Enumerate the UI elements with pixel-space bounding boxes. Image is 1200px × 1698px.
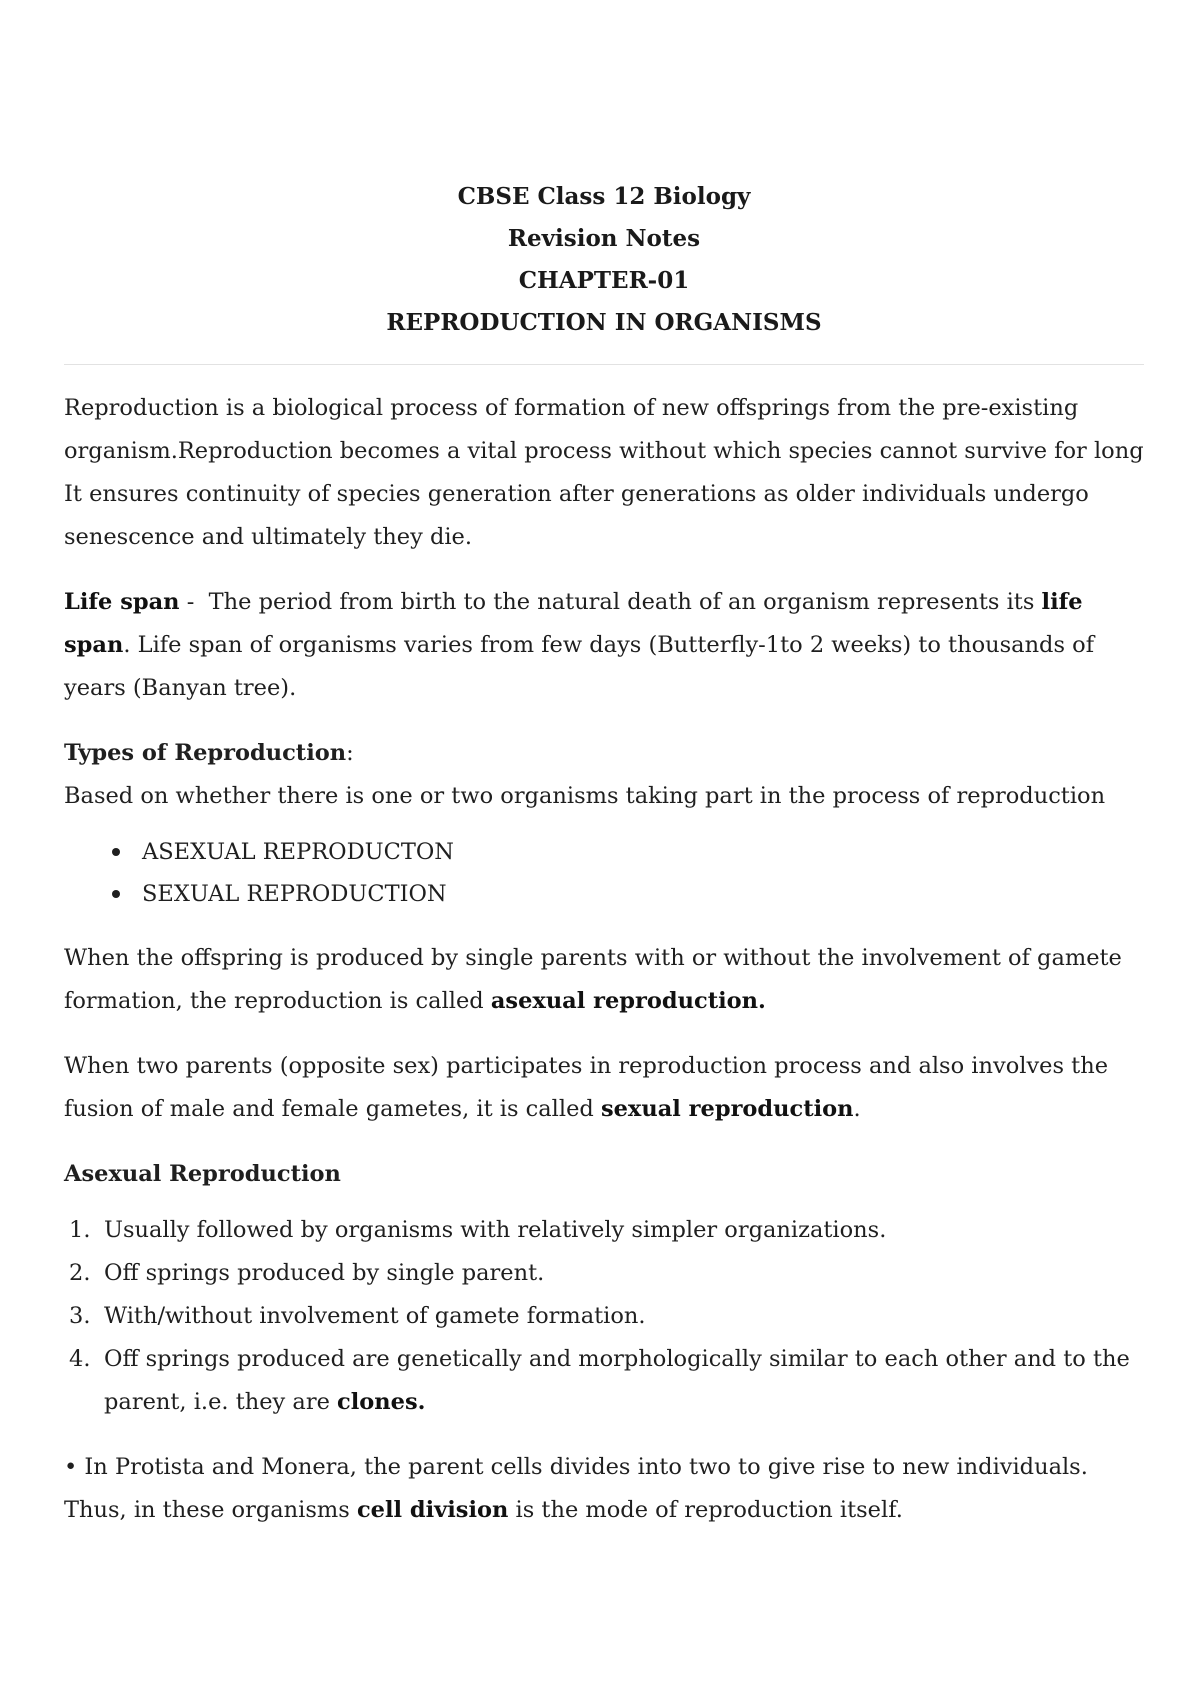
list-item bbox=[64, 1209, 1144, 1252]
list-item-text: Off springs produced are genetically and morphologically similar to each other and to the parent, i.e. they are bbox=[104, 1346, 1130, 1415]
asexual-definition bbox=[64, 937, 1144, 1023]
life-span-text-a: The period from birth to the natural death of an organism represents its bbox=[208, 589, 1042, 615]
list-item-number: 3. bbox=[69, 1303, 91, 1329]
list-item bbox=[64, 1295, 1144, 1338]
list-item-bold: clones. bbox=[337, 1389, 426, 1415]
list-item-text: Usually followed by organisms with relatively simpler organizations. bbox=[104, 1217, 887, 1243]
sexual-definition-bold: sexual reproduction bbox=[600, 1096, 854, 1122]
protista-paragraph bbox=[64, 1446, 1144, 1532]
list-item-text: With/without involvement of gamete formation. bbox=[104, 1303, 646, 1329]
protista-bold: cell division bbox=[356, 1497, 509, 1523]
protista-text-a: • In Protista and Monera, the parent cells divides into two to give rise to new individuals. Thus, in these organisms bbox=[64, 1454, 1088, 1523]
sexual-definition bbox=[64, 1045, 1144, 1131]
types-heading-text: Types of Reproduction bbox=[64, 740, 347, 766]
list-item-number: 1. bbox=[69, 1217, 91, 1243]
protista-text-b: is the mode of reproduction itself. bbox=[508, 1497, 903, 1523]
header-line-course: CBSE Class 12 Biology bbox=[457, 183, 751, 210]
asexual-points bbox=[64, 1209, 1144, 1424]
header-divider bbox=[64, 364, 1144, 365]
asexual-definition-end: . bbox=[758, 988, 766, 1014]
life-span-paragraph bbox=[64, 581, 1144, 710]
document-header bbox=[64, 176, 1144, 344]
asexual-heading: Asexual Reproduction bbox=[64, 1161, 341, 1187]
list-item-label: SEXUAL REPRODUCTION bbox=[142, 881, 447, 907]
list-item-number: 4. bbox=[69, 1346, 91, 1372]
bullet-icon bbox=[112, 848, 120, 856]
list-item bbox=[112, 873, 1144, 915]
bullet-icon bbox=[112, 890, 120, 898]
document-page bbox=[64, 176, 1144, 1554]
list-item-label: ASEXUAL REPRODUCTON bbox=[142, 839, 454, 865]
header-line-chapter: CHAPTER-01 bbox=[518, 267, 690, 294]
types-intro: Based on whether there is one or two organisms taking part in the process of reproduction bbox=[64, 783, 1106, 809]
sexual-definition-text: When two parents (opposite sex) participates in reproduction process and also involves the fusion of male and female gametes, it is called bbox=[64, 1053, 1109, 1122]
asexual-definition-text: When the offspring is produced by single parents with or without the involvement of gamete formation, the reproduction is called bbox=[64, 945, 1122, 1014]
types-heading bbox=[64, 732, 1144, 775]
header-line-notes: Revision Notes bbox=[507, 225, 701, 252]
life-span-text-b: . Life span of organisms varies from few days (Butterfly-1to 2 weeks) to thousands of years (Banyan tree). bbox=[64, 632, 1095, 701]
list-item bbox=[64, 1252, 1144, 1295]
list-item bbox=[112, 831, 1144, 873]
asexual-definition-bold: asexual reproduction bbox=[490, 988, 758, 1014]
list-item-number: 2. bbox=[69, 1260, 91, 1286]
life-span-bold: life span bbox=[64, 589, 1083, 658]
sexual-definition-end: . bbox=[853, 1096, 861, 1122]
list-item bbox=[64, 1338, 1144, 1424]
header-line-title: REPRODUCTION IN ORGANISMS bbox=[386, 309, 822, 336]
life-span-separator: - bbox=[179, 589, 209, 615]
types-list bbox=[64, 831, 1144, 915]
intro-paragraph: Reproduction is a biological process of formation of new offsprings from the pre-existing organism.Reproduction becomes a vital process without which species cannot survive for long It ensures continuity of species generation after generations as older individuals undergo senescence and ultimately they die. bbox=[64, 395, 1144, 550]
list-item-text: Off springs produced by single parent. bbox=[104, 1260, 545, 1286]
types-heading-suffix: : bbox=[346, 740, 354, 766]
life-span-term: Life span bbox=[64, 589, 180, 615]
